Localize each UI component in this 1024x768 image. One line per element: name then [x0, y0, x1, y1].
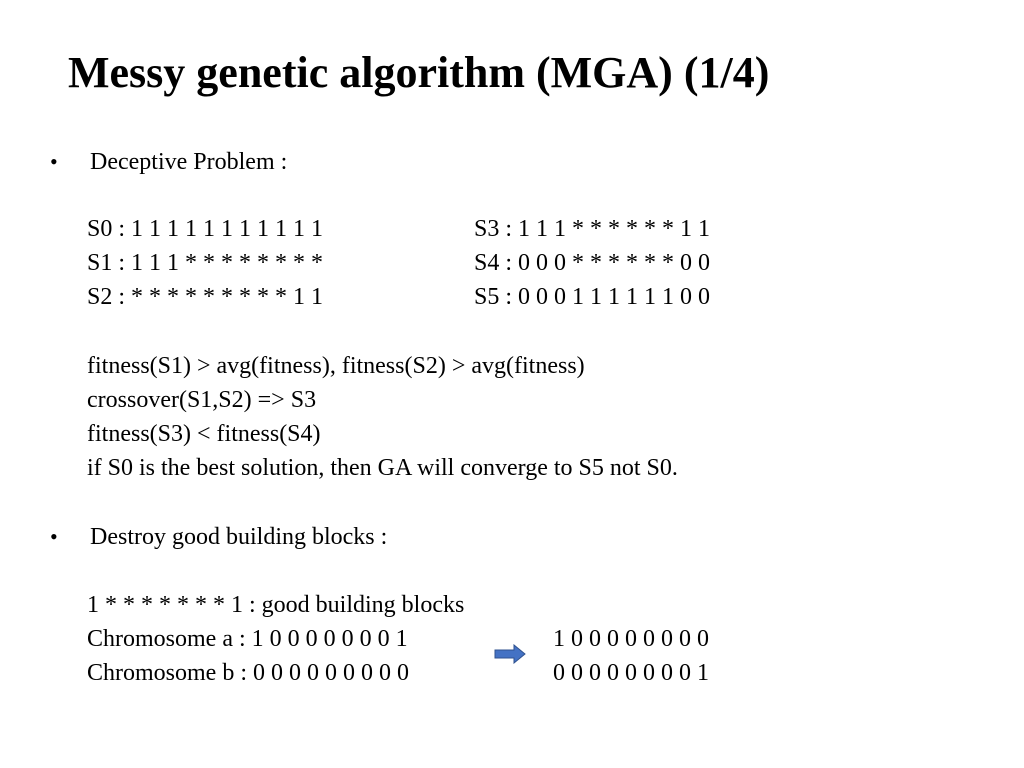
string-s5: S5 : 0 0 0 1 1 1 1 1 1 0 0	[474, 284, 711, 310]
slide-title: Messy genetic algorithm (MGA) (1/4)	[68, 48, 770, 97]
note-convergence: if S0 is the best solution, then GA will converge to S5 not S0.	[87, 455, 678, 481]
string-s2: S2 : * * * * * * * * * 1 1	[87, 284, 324, 310]
section-heading-deceptive-problem: Deceptive Problem :	[90, 149, 288, 175]
chromosome-b-result: 0 0 0 0 0 0 0 0 1	[553, 660, 709, 686]
building-block-description: 1 * * * * * * * 1 : good building blocks	[87, 592, 465, 618]
string-s0: S0 : 1 1 1 1 1 1 1 1 1 1 1	[87, 216, 324, 242]
section-heading-destroy-blocks: Destroy good building blocks :	[90, 524, 388, 550]
bullet-point-icon: •	[50, 524, 58, 549]
bullet-point-icon: •	[50, 149, 58, 174]
right-arrow-icon	[494, 644, 526, 664]
note-crossover: crossover(S1,S2) => S3	[87, 387, 317, 413]
note-fitness-s3-s4: fitness(S3) < fitness(S4)	[87, 421, 321, 447]
note-fitness-comparison: fitness(S1) > avg(fitness), fitness(S2) > avg(fitness)	[87, 353, 585, 379]
string-s4: S4 : 0 0 0 * * * * * * 0 0	[474, 250, 711, 276]
chromosome-a-result: 1 0 0 0 0 0 0 0 0	[553, 626, 709, 652]
chromosome-a: Chromosome a : 1 0 0 0 0 0 0 0 1	[87, 626, 408, 652]
string-s3: S3 : 1 1 1 * * * * * * 1 1	[474, 216, 711, 242]
string-s1: S1 : 1 1 1 * * * * * * * *	[87, 250, 324, 276]
chromosome-b: Chromosome b : 0 0 0 0 0 0 0 0 0	[87, 660, 409, 686]
